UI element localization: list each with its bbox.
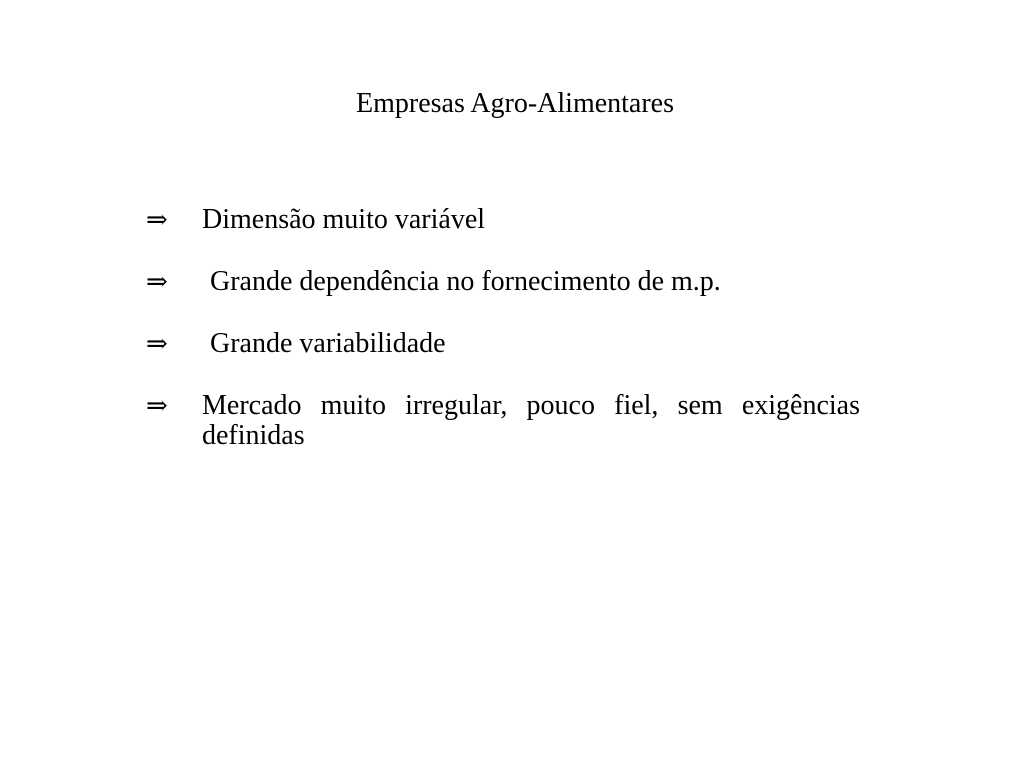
bullet-text: Grande dependência no fornecimento de m.p. [210, 266, 721, 297]
slide-title: Empresas Agro-Alimentares [355, 88, 675, 119]
double-arrow-right-icon: ⇒ [146, 391, 168, 421]
bullet-text: Grande variabilidade [210, 328, 446, 359]
double-arrow-right-icon: ⇒ [146, 267, 168, 297]
double-arrow-right-icon: ⇒ [146, 329, 168, 359]
bullet-item-mercado [146, 391, 860, 451]
bullet-text: Mercado muito irregular, pouco fiel, sem exigências definidas [202, 390, 860, 451]
bullet-list [146, 205, 860, 451]
bullet-item-dimensao [146, 205, 860, 235]
double-arrow-right-icon: ⇒ [146, 205, 168, 235]
bullet-item-dependencia [146, 267, 860, 297]
bullet-text: Dimensão muito variável [202, 204, 486, 235]
bullet-item-variabilidade [146, 329, 860, 359]
